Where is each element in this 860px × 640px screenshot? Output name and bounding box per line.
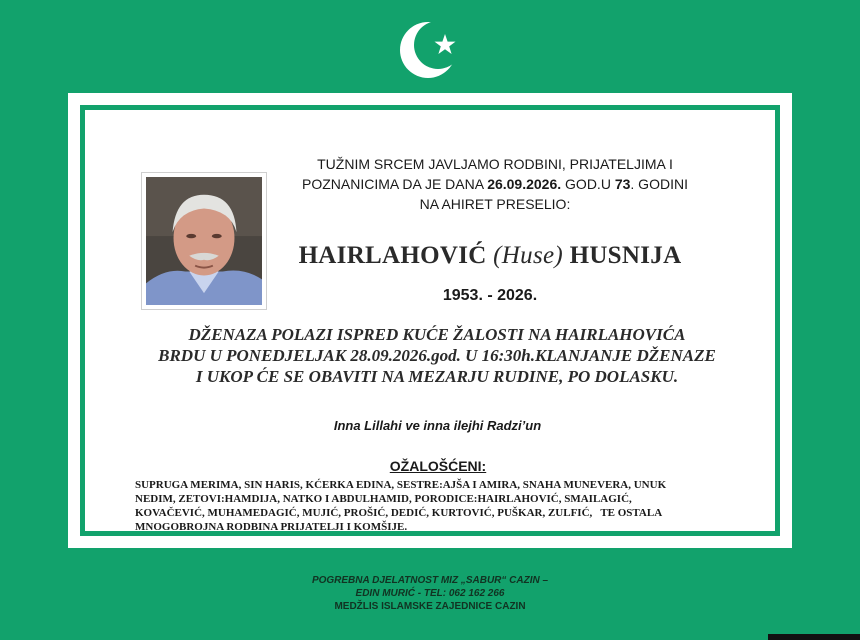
mourners-list — [135, 478, 755, 534]
mourners-line-2: NEDIM, ZETOVI:HAMDIJA, NATKO I ABDULHAMID, PORODICE:HAIRLAHOVIĆ, SMAILAGIĆ, — [135, 493, 632, 505]
life-years: 1953. - 2026. — [442, 287, 538, 304]
portrait-photo — [141, 172, 267, 310]
footer-line-3: MEDŽLIS ISLAMSKE ZAJEDNICE CAZIN — [334, 601, 526, 612]
funeral-line-2: BRDU U PONEDJELJAK 28.09.2026.god. U 16:30h.KLANJANJE DŽENAZE — [158, 346, 716, 365]
footer-line-2: EDIN MURIĆ - TEL: 062 162 266 — [355, 588, 505, 599]
footer-line-1: POGREBNA DJELATNOST MIZ „SABUR“ CAZIN – — [311, 575, 549, 586]
mourners-line-3: KOVAČEVIĆ, MUHAMEDAGIĆ, MUJIĆ, PROŠIĆ, DEDIĆ, KURTOVIĆ, PUŠKAR, ZULFIĆ, TE OSTALA — [135, 507, 663, 519]
funeral-line-1: DŽENAZA POLAZI ISPRED KUĆE ŽALOSTI NA HAIRLAHOVIĆA — [188, 325, 686, 344]
crescent-star-icon — [398, 18, 462, 82]
mourners-heading: OŽALOŠĆENI: — [389, 458, 487, 474]
prayer-text: Inna Lillahi ve inna ilejhi Radzi’un — [333, 418, 542, 433]
funeral-service-footer — [250, 574, 610, 613]
deceased-father-name: (Huse) — [493, 242, 564, 269]
announcement-line-2-mid: GOD.U — [561, 176, 615, 192]
deceased-given-name: HUSNIJA — [569, 242, 682, 269]
mourners-line-4: MNOGOBROJNA RODBINA PRIJATELJI I KOMŠIJE. — [135, 521, 408, 533]
obituary-card — [68, 93, 792, 548]
age: 73 — [614, 176, 631, 192]
deceased-name — [260, 242, 720, 270]
funeral-details — [145, 324, 729, 387]
announcement-line-2-end: . GODINI — [630, 176, 688, 192]
announcement-line-2-start: POZNANICIMA DA JE DANA — [302, 176, 488, 192]
mourners-line-1: SUPRUGA MERIMA, SIN HARIS, KĆERKA EDINA, SESTRE:AJŠA I AMIRA, SNAHA MUNEVERA, UNUK — [135, 479, 667, 491]
deceased-surname: HAIRLAHOVIĆ — [298, 242, 487, 269]
announcement-line-1: TUŽNIM SRCEM JAVLJAMO RODBINI, PRIJATELJIMA I — [317, 156, 673, 172]
funeral-line-3: I UKOP ĆE SE OBAVITI NA MEZARJU RUDINE, PO DOLASKU. — [195, 367, 679, 386]
announcement-line-2 — [280, 174, 710, 194]
card-border — [80, 105, 780, 536]
date-of-death: 26.09.2026. — [487, 176, 562, 192]
announcement-line-3: NA AHIRET PRESELIO: — [419, 196, 571, 212]
scan-edge-mark — [768, 634, 860, 640]
announcement-text — [280, 154, 710, 214]
